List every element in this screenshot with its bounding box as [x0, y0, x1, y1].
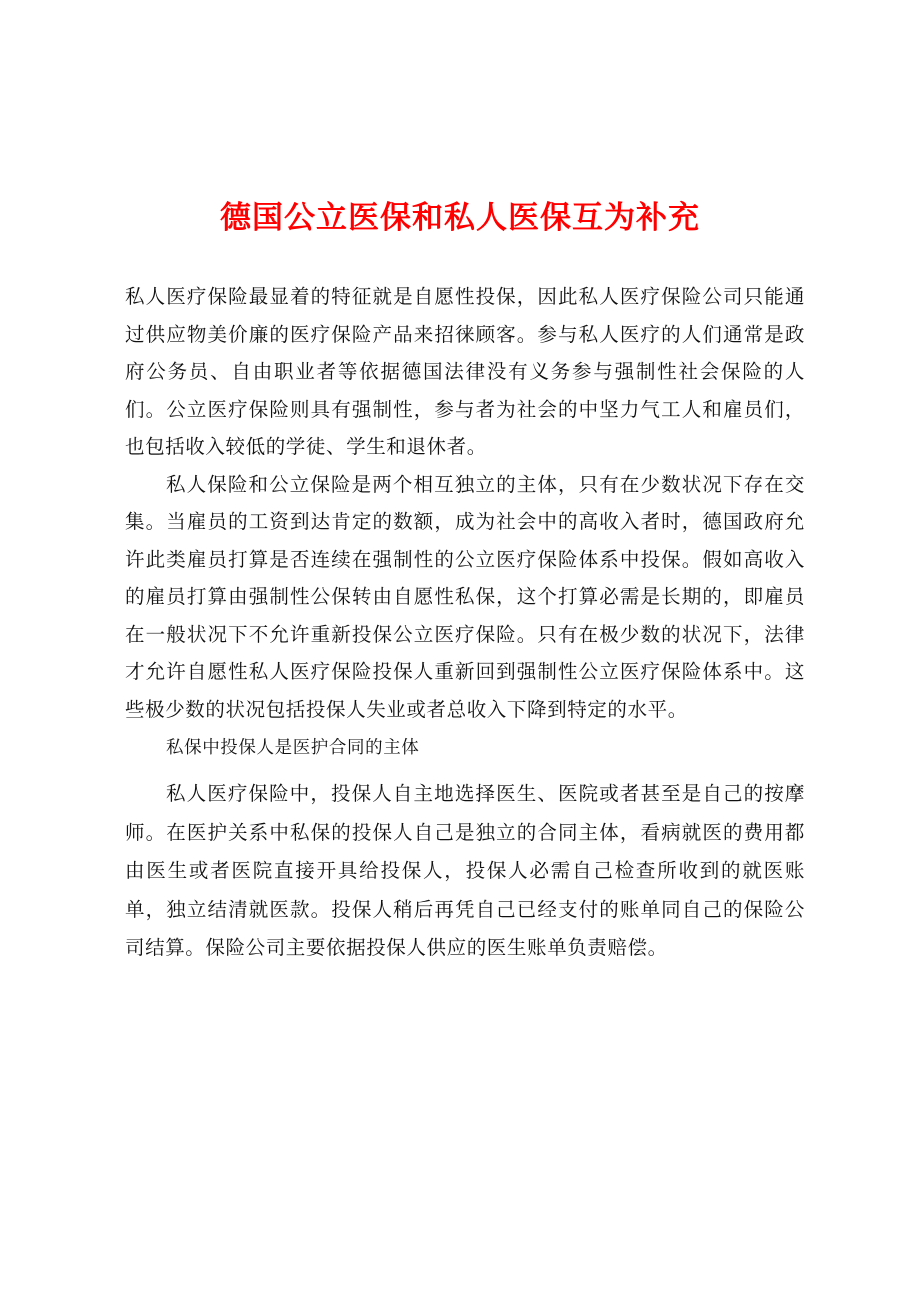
document-body [125, 278, 805, 968]
paragraph-3: 私人医疗保险中，投保人自主地选择医生、医院或者甚至是自己的按摩师。在医护关系中私保的投保人自己是独立的合同主体，看病就医的费用都由医生或者医院直接开具给投保人，投保人必需自己检查所收到的就医账单，独立结清就医款。投保人稍后再凭自己已经支付的账单同自己的保险公司结算。保险公司主要依据投保人供应的医生账单负责赔偿。 [125, 782, 805, 959]
paragraph-1: 私人医疗保险最显着的特征就是自愿性投保，因此私人医疗保险公司只能通过供应物美价廉的医疗保险产品来招徕顾客。参与私人医疗的人们通常是政府公务员、自由职业者等依据德国法律没有义务参与强制性社会保险的人们。公立医疗保险则具有强制性，参与者为社会的中坚力气工人和雇员们，也包括收入较低的学徒、学生和退休者。 [125, 285, 805, 458]
section-subheading: 私保中投保人是医护合同的主体 [166, 738, 420, 758]
paragraph-2: 私人保险和公立保险是两个相互独立的主体，只有在少数状况下存在交集。当雇员的工资到达肯定的数额，成为社会中的高收入者时，德国政府允许此类雇员打算是否连续在强制性的公立医疗保险体系中投保。假如高收入的雇员打算由强制性公保转由自愿性私保，这个打算必需是长期的，即雇员在一般状况下不允许重新投保公立医疗保险。只有在极少数的状况下，法律才允许自愿性私人医疗保险投保人重新回到强制性公立医疗保险体系中。这些极少数的状况包括投保人失业或者总收入下降到特定的水平。 [125, 472, 805, 721]
document-title: 德国公立医保和私人医保互为补充 [220, 200, 700, 236]
